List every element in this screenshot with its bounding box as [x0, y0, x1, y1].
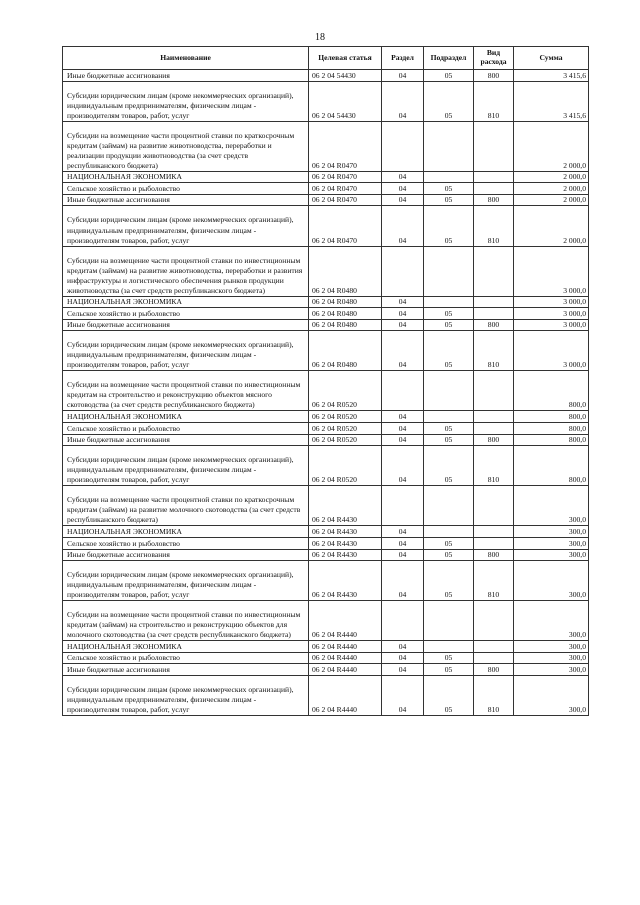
cell-sum: 2 000,0 — [514, 194, 589, 206]
cell-name — [63, 526, 309, 538]
cell-sum: 3 000,0 — [514, 246, 589, 296]
table-row — [63, 434, 589, 446]
table-body — [63, 70, 589, 716]
header-target: Целевая статья — [309, 47, 382, 70]
cell-expense-type: 800 — [474, 319, 514, 331]
cell-target: 06 2 04 R4430 — [309, 526, 382, 538]
cell-section: 04 — [382, 641, 424, 653]
cell-name — [63, 423, 309, 435]
cell-name — [63, 319, 309, 331]
cell-section — [382, 246, 424, 296]
cell-section: 04 — [382, 664, 424, 676]
cell-target: 06 2 04 R0470 — [309, 121, 382, 171]
row-name-text: Субсидии на возмещение части процентной ставки по инвестиционным кредитам (займам) на развитие животноводства, переработки и развития инфраструктуры и логистического обеспечения рынков продукции животноводства (за счет средств республиканского бюджета) — [67, 255, 303, 295]
cell-target: 06 2 04 R4440 — [309, 676, 382, 716]
cell-subsection — [424, 246, 474, 296]
cell-sum: 300,0 — [514, 641, 589, 653]
cell-name — [63, 121, 309, 171]
cell-section: 04 — [382, 411, 424, 423]
row-spacer — [67, 82, 305, 91]
row-name-text: Субсидии юридическим лицам (кроме некоммерческих организаций), индивидуальным предпринимателям, физическим лицам - производителям товаров, работ, услуг — [67, 340, 294, 370]
table-row — [63, 171, 589, 183]
cell-name — [63, 561, 309, 601]
cell-section: 04 — [382, 70, 424, 82]
cell-target: 06 2 04 R0480 — [309, 296, 382, 308]
cell-expense-type — [474, 246, 514, 296]
cell-name — [63, 446, 309, 486]
cell-subsection: 05 — [424, 537, 474, 549]
cell-subsection: 05 — [424, 194, 474, 206]
cell-section: 04 — [382, 206, 424, 246]
cell-expense-type — [474, 486, 514, 526]
table-row — [63, 652, 589, 664]
cell-expense-type — [474, 526, 514, 538]
row-name-text: Сельское хозяйство и рыболовство — [67, 538, 180, 548]
row-name-text: Иные бюджетные ассигнования — [67, 320, 170, 330]
cell-sum: 3 000,0 — [514, 308, 589, 320]
cell-subsection: 05 — [424, 446, 474, 486]
table-row — [63, 183, 589, 195]
header-name: Наименование — [63, 47, 309, 70]
cell-name — [63, 206, 309, 246]
row-spacer — [67, 206, 305, 215]
row-spacer — [67, 247, 305, 256]
cell-expense-type — [474, 371, 514, 411]
cell-expense-type — [474, 171, 514, 183]
row-name-text: НАЦИОНАЛЬНАЯ ЭКОНОМИКА — [67, 172, 182, 182]
cell-subsection: 05 — [424, 81, 474, 121]
row-spacer — [67, 446, 305, 455]
table-header-row — [63, 47, 589, 70]
header-subsection: Подраздел — [424, 47, 474, 70]
row-name-text: Сельское хозяйство и рыболовство — [67, 183, 180, 193]
table-row — [63, 549, 589, 561]
cell-expense-type: 810 — [474, 561, 514, 601]
cell-target: 06 2 04 R0520 — [309, 411, 382, 423]
row-spacer — [67, 331, 305, 340]
cell-section: 04 — [382, 526, 424, 538]
page-number: 18 — [315, 32, 325, 43]
header-section: Раздел — [382, 47, 424, 70]
cell-expense-type: 800 — [474, 434, 514, 446]
cell-target: 06 2 04 R4430 — [309, 486, 382, 526]
table-row — [63, 641, 589, 653]
cell-sum: 2 000,0 — [514, 206, 589, 246]
cell-subsection — [424, 411, 474, 423]
cell-sum: 300,0 — [514, 526, 589, 538]
cell-sum: 2 000,0 — [514, 183, 589, 195]
cell-expense-type — [474, 641, 514, 653]
cell-expense-type: 800 — [474, 549, 514, 561]
table-row — [63, 446, 589, 486]
cell-expense-type: 810 — [474, 676, 514, 716]
cell-subsection — [424, 171, 474, 183]
cell-name — [63, 183, 309, 195]
table-row — [63, 308, 589, 320]
cell-expense-type — [474, 423, 514, 435]
cell-sum: 300,0 — [514, 561, 589, 601]
cell-sum: 3 000,0 — [514, 331, 589, 371]
cell-section — [382, 121, 424, 171]
cell-expense-type: 800 — [474, 664, 514, 676]
cell-section: 04 — [382, 561, 424, 601]
row-spacer — [67, 486, 305, 495]
cell-subsection: 05 — [424, 319, 474, 331]
cell-expense-type — [474, 121, 514, 171]
row-name-text: НАЦИОНАЛЬНАЯ ЭКОНОМИКА — [67, 297, 182, 307]
cell-expense-type — [474, 601, 514, 641]
row-name-text: Субсидии на возмещение части процентной ставки по инвестиционным кредитам (займам) на строительство и реконструкцию объектов для молочного скотоводства (за счет средств республиканского бюджета) — [67, 610, 301, 640]
cell-sum: 800,0 — [514, 411, 589, 423]
row-spacer — [67, 561, 305, 570]
cell-expense-type — [474, 537, 514, 549]
table-row — [63, 296, 589, 308]
cell-subsection: 05 — [424, 549, 474, 561]
table-row — [63, 121, 589, 171]
cell-sum: 3 415,6 — [514, 70, 589, 82]
cell-expense-type: 810 — [474, 81, 514, 121]
cell-target: 06 2 04 R0480 — [309, 319, 382, 331]
cell-target: 06 2 04 R0520 — [309, 446, 382, 486]
cell-expense-type: 800 — [474, 70, 514, 82]
cell-target: 06 2 04 R0520 — [309, 423, 382, 435]
cell-name — [63, 434, 309, 446]
cell-section: 04 — [382, 81, 424, 121]
cell-target: 06 2 04 R4440 — [309, 652, 382, 664]
cell-section: 04 — [382, 537, 424, 549]
cell-subsection — [424, 121, 474, 171]
cell-target: 06 2 04 R4430 — [309, 561, 382, 601]
table-row — [63, 486, 589, 526]
table-row — [63, 423, 589, 435]
table-row — [63, 537, 589, 549]
cell-expense-type: 810 — [474, 446, 514, 486]
cell-subsection: 05 — [424, 434, 474, 446]
cell-section: 04 — [382, 171, 424, 183]
cell-expense-type — [474, 652, 514, 664]
cell-target: 06 2 04 R0480 — [309, 246, 382, 296]
row-name-text: НАЦИОНАЛЬНАЯ ЭКОНОМИКА — [67, 526, 182, 536]
cell-expense-type: 810 — [474, 206, 514, 246]
cell-subsection — [424, 601, 474, 641]
cell-subsection — [424, 486, 474, 526]
row-name-text: Субсидии юридическим лицам (кроме некоммерческих организаций), индивидуальным предпринимателям, физическим лицам - производителям товаров, работ, услуг — [67, 685, 294, 715]
budget-table — [62, 46, 589, 716]
table-row — [63, 206, 589, 246]
cell-target: 06 2 04 R4440 — [309, 664, 382, 676]
row-spacer — [67, 676, 305, 685]
table-row — [63, 194, 589, 206]
cell-subsection — [424, 526, 474, 538]
row-name-text: Сельское хозяйство и рыболовство — [67, 653, 180, 663]
row-name-text: Иные бюджетные ассигнования — [67, 70, 170, 80]
cell-target: 06 2 04 R0470 — [309, 206, 382, 246]
table-row — [63, 70, 589, 82]
cell-sum: 2 000,0 — [514, 121, 589, 171]
table-row — [63, 371, 589, 411]
cell-expense-type: 800 — [474, 194, 514, 206]
cell-section: 04 — [382, 194, 424, 206]
row-name-text: Сельское хозяйство и рыболовство — [67, 423, 180, 433]
cell-sum: 300,0 — [514, 676, 589, 716]
cell-section: 04 — [382, 652, 424, 664]
cell-subsection: 05 — [424, 331, 474, 371]
row-name-text: Субсидии на возмещение части процентной ставки по краткосрочным кредитам (займам) на развитие животноводства, переработки и реализации продукции животноводства (за счет средств республиканского бюджета) — [67, 130, 295, 170]
cell-sum: 300,0 — [514, 549, 589, 561]
row-spacer — [67, 601, 305, 610]
cell-section — [382, 601, 424, 641]
cell-subsection — [424, 371, 474, 411]
cell-subsection: 05 — [424, 423, 474, 435]
table-row — [63, 319, 589, 331]
cell-name — [63, 601, 309, 641]
header-expense-type: Вид расхода — [474, 47, 514, 70]
cell-subsection: 05 — [424, 70, 474, 82]
cell-subsection: 05 — [424, 652, 474, 664]
row-name-text: Иные бюджетные ассигнования — [67, 195, 170, 205]
cell-target: 06 2 04 54430 — [309, 81, 382, 121]
cell-sum: 300,0 — [514, 486, 589, 526]
cell-target: 06 2 04 R0520 — [309, 434, 382, 446]
cell-section: 04 — [382, 549, 424, 561]
row-name-text: Субсидии юридическим лицам (кроме некоммерческих организаций), индивидуальным предпринимателям, физическим лицам - производителям товаров, работ, услуг — [67, 90, 294, 120]
cell-name — [63, 81, 309, 121]
cell-sum: 300,0 — [514, 537, 589, 549]
cell-expense-type: 810 — [474, 331, 514, 371]
cell-name — [63, 664, 309, 676]
cell-name — [63, 549, 309, 561]
cell-name — [63, 296, 309, 308]
row-spacer — [67, 122, 305, 131]
cell-subsection: 05 — [424, 561, 474, 601]
cell-name — [63, 676, 309, 716]
cell-target: 06 2 04 R0470 — [309, 171, 382, 183]
cell-subsection: 05 — [424, 664, 474, 676]
cell-name — [63, 652, 309, 664]
table-row — [63, 331, 589, 371]
cell-target: 06 2 04 R4430 — [309, 537, 382, 549]
cell-subsection: 05 — [424, 183, 474, 195]
cell-name — [63, 411, 309, 423]
cell-name — [63, 331, 309, 371]
table-row — [63, 676, 589, 716]
cell-section: 04 — [382, 183, 424, 195]
cell-expense-type — [474, 308, 514, 320]
cell-target: 06 2 04 R4430 — [309, 549, 382, 561]
row-name-text: Субсидии на возмещение части процентной ставки по краткосрочным кредитам (займам) на развитие молочного скотоводства (за счет средств республиканского бюджета) — [67, 495, 301, 525]
cell-section: 04 — [382, 296, 424, 308]
cell-sum: 800,0 — [514, 423, 589, 435]
cell-sum: 300,0 — [514, 601, 589, 641]
cell-name — [63, 194, 309, 206]
row-name-text: Субсидии юридическим лицам (кроме некоммерческих организаций), индивидуальным предпринимателям, физическим лицам - производителям товаров, работ, услуг — [67, 570, 294, 600]
cell-sum: 3 000,0 — [514, 296, 589, 308]
row-name-text: Субсидии на возмещение части процентной ставки по инвестиционным кредитам на строительство и реконструкцию объектов мясного скотоводства (за счет средств республиканского бюджета) — [67, 380, 301, 410]
cell-target: 06 2 04 R0520 — [309, 371, 382, 411]
cell-sum: 300,0 — [514, 664, 589, 676]
cell-name — [63, 171, 309, 183]
table-row — [63, 246, 589, 296]
cell-expense-type — [474, 183, 514, 195]
header-sum: Сумма — [514, 47, 589, 70]
cell-name — [63, 641, 309, 653]
cell-sum: 800,0 — [514, 371, 589, 411]
cell-section — [382, 371, 424, 411]
cell-expense-type — [474, 296, 514, 308]
row-name-text: Иные бюджетные ассигнования — [67, 550, 170, 560]
cell-subsection — [424, 641, 474, 653]
cell-subsection: 05 — [424, 676, 474, 716]
cell-expense-type — [474, 411, 514, 423]
cell-sum: 300,0 — [514, 652, 589, 664]
cell-target: 06 2 04 R0470 — [309, 194, 382, 206]
cell-sum: 3 415,6 — [514, 81, 589, 121]
cell-target: 06 2 04 R4440 — [309, 641, 382, 653]
row-name-text: Субсидии юридическим лицам (кроме некоммерческих организаций), индивидуальным предпринимателям, физическим лицам - производителям товаров, работ, услуг — [67, 215, 294, 245]
row-name-text: НАЦИОНАЛЬНАЯ ЭКОНОМИКА — [67, 412, 182, 422]
cell-sum: 800,0 — [514, 434, 589, 446]
row-name-text: Субсидии юридическим лицам (кроме некоммерческих организаций), индивидуальным предпринимателям, физическим лицам - производителям товаров, работ, услуг — [67, 455, 294, 485]
cell-sum: 2 000,0 — [514, 171, 589, 183]
cell-target: 06 2 04 R4440 — [309, 601, 382, 641]
cell-section: 04 — [382, 308, 424, 320]
cell-name — [63, 371, 309, 411]
cell-name — [63, 70, 309, 82]
cell-subsection: 05 — [424, 206, 474, 246]
cell-subsection: 05 — [424, 308, 474, 320]
cell-section: 04 — [382, 331, 424, 371]
table-row — [63, 601, 589, 641]
row-spacer — [67, 371, 305, 380]
cell-target: 06 2 04 R0480 — [309, 331, 382, 371]
row-name-text: Иные бюджетные ассигнования — [67, 435, 170, 445]
table-row — [63, 561, 589, 601]
cell-section: 04 — [382, 423, 424, 435]
cell-subsection — [424, 296, 474, 308]
row-name-text: Сельское хозяйство и рыболовство — [67, 308, 180, 318]
cell-target: 06 2 04 54430 — [309, 70, 382, 82]
cell-name — [63, 246, 309, 296]
row-name-text: Иные бюджетные ассигнования — [67, 664, 170, 674]
table-row — [63, 411, 589, 423]
cell-name — [63, 537, 309, 549]
table-row — [63, 81, 589, 121]
cell-sum: 3 000,0 — [514, 319, 589, 331]
cell-name — [63, 486, 309, 526]
cell-section: 04 — [382, 434, 424, 446]
cell-section: 04 — [382, 446, 424, 486]
table-row — [63, 526, 589, 538]
cell-section: 04 — [382, 676, 424, 716]
cell-section — [382, 486, 424, 526]
row-name-text: НАЦИОНАЛЬНАЯ ЭКОНОМИКА — [67, 641, 182, 651]
cell-section: 04 — [382, 319, 424, 331]
cell-target: 06 2 04 R0470 — [309, 183, 382, 195]
cell-target: 06 2 04 R0480 — [309, 308, 382, 320]
cell-name — [63, 308, 309, 320]
table-row — [63, 664, 589, 676]
cell-sum: 800,0 — [514, 446, 589, 486]
